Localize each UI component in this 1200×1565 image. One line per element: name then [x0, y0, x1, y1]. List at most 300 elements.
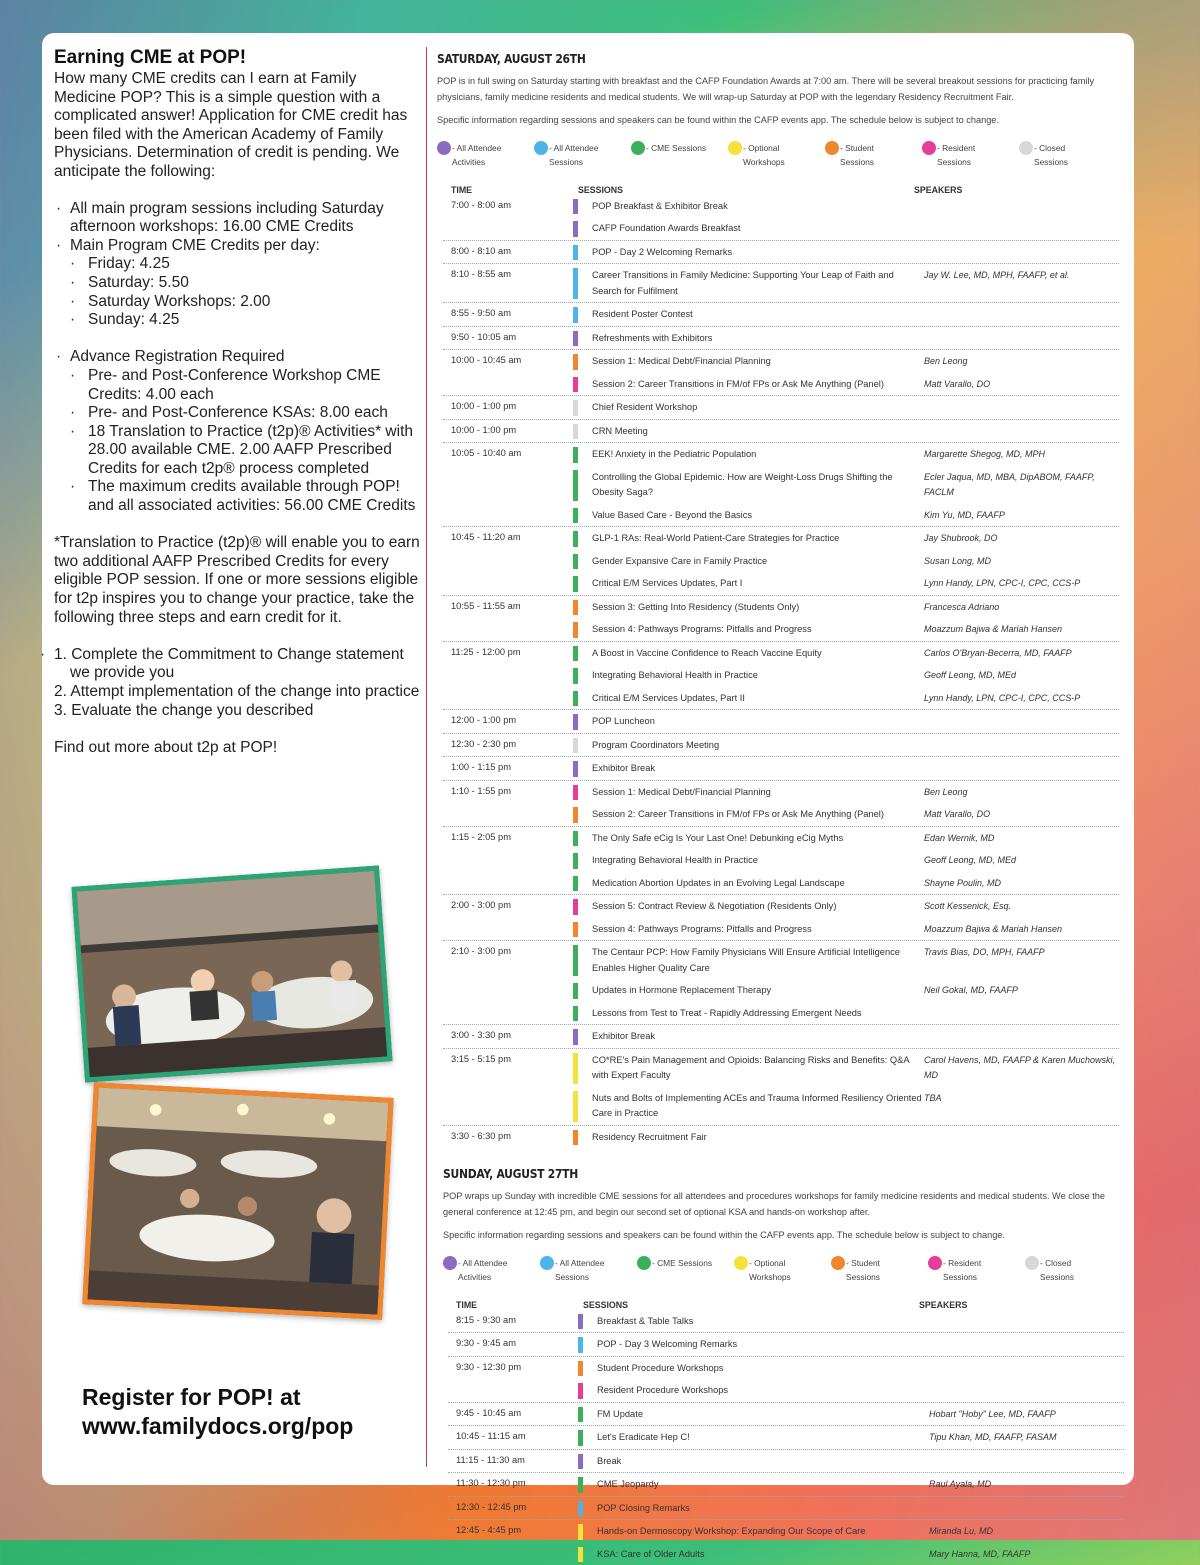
category-bar: [573, 668, 578, 684]
legend-label: [749, 1256, 791, 1285]
legend-label: [652, 1256, 712, 1271]
header-time: TIME: [448, 1300, 583, 1310]
session-title: The Centaur PCP: How Family Physicians Will Ensure Artificial Intelligence Enables Higher Quality Care: [592, 945, 924, 976]
session-speaker: Ben Leong: [924, 354, 1119, 370]
header-sessions: SESSIONS: [578, 185, 914, 195]
session-entry: [573, 1025, 1119, 1048]
session-time: 11:15 - 11:30 am: [448, 1450, 578, 1473]
category-bar: [578, 1314, 583, 1330]
legend-label: [646, 141, 706, 156]
legend-label: [846, 1256, 880, 1285]
category-bar: [578, 1501, 583, 1517]
session-entry: [573, 757, 1119, 780]
category-bar: [573, 245, 578, 261]
session-entries: [578, 1357, 1124, 1402]
session-speaker: [924, 714, 1119, 730]
session-speaker: Ecler Jaqua, MD, MBA, DipABOM, FAAFP, FACLM: [924, 470, 1119, 501]
session-title: Updates in Hormone Replacement Therapy: [592, 983, 924, 999]
saturday-title: SATURDAY, AUGUST 26TH: [437, 51, 1030, 66]
session-entries: [573, 642, 1119, 710]
session-entry: [573, 664, 1119, 687]
category-bar: [573, 307, 578, 323]
legend-item: [437, 141, 534, 173]
schedule-row: [443, 756, 1119, 780]
legend-item: [825, 141, 922, 173]
legend-label-line: - CME Sessions: [646, 141, 706, 156]
page-card: [42, 33, 1134, 1485]
session-title: The Only Safe eCig Is Your Last One! Debunking eCig Myths: [592, 831, 924, 847]
session-entry: [573, 350, 1119, 373]
category-bar: [578, 1547, 583, 1563]
session-entry: [578, 1426, 1124, 1449]
category-bar: [573, 268, 578, 299]
session-entries: [578, 1426, 1124, 1449]
session-title: Value Based Care - Beyond the Basics: [592, 508, 924, 524]
session-entry: [573, 195, 1119, 218]
session-entry: [578, 1543, 1124, 1565]
legend-label: [943, 1256, 981, 1285]
session-title: Exhibitor Break: [592, 1029, 924, 1045]
session-title: Integrating Behavioral Health in Practice: [592, 668, 924, 684]
sunday-title: SUNDAY, AUGUST 27TH: [443, 1166, 1031, 1181]
session-title: Refreshments with Exhibitors: [592, 331, 924, 347]
session-time: 9:30 - 12:30 pm: [448, 1357, 578, 1402]
legend-item: [1025, 1256, 1122, 1288]
category-bar: [573, 576, 578, 592]
session-entry: [573, 872, 1119, 895]
session-title: CO*RE's Pain Management and Opioids: Balancing Risks and Benefits: Q&A with Expert Faculty: [592, 1053, 924, 1084]
saturday-note: Specific information regarding sessions and speakers can be found within the CAFP events app. The schedule below is subject to change.: [437, 113, 1127, 129]
session-time: 8:00 - 8:10 am: [443, 241, 573, 264]
session-entry: [573, 596, 1119, 619]
session-entries: [573, 350, 1119, 395]
schedule-row: [443, 395, 1119, 419]
schedule-row: [443, 326, 1119, 350]
register-cta: [82, 1383, 353, 1441]
session-speaker: Shayne Poulin, MD: [924, 876, 1119, 892]
category-bar: [573, 714, 578, 730]
legend-label-line: - Resident: [937, 141, 975, 156]
legend-dot-icon: [734, 1256, 748, 1270]
session-entry: [573, 849, 1119, 872]
session-time: 11:30 - 12:30 pm: [448, 1473, 578, 1496]
session-entry: [573, 1087, 1119, 1125]
session-entry: [578, 1379, 1124, 1402]
legend-label: [549, 141, 598, 170]
session-speaker: Lynn Handy, LPN, CPC-I, CPC, CCS-P: [924, 576, 1119, 592]
category-bar: [578, 1361, 583, 1377]
legend-label-line: - Optional: [749, 1256, 791, 1271]
session-entries: [573, 527, 1119, 595]
session-entry: [578, 1450, 1124, 1473]
session-time: 10:00 - 1:00 pm: [443, 420, 573, 443]
legend-label-line: Activities: [458, 1270, 507, 1285]
session-speaker: [924, 1130, 1119, 1146]
session-time: 3:00 - 3:30 pm: [443, 1025, 573, 1048]
sunday-note: Specific information regarding sessions and speakers can be found within the CAFP events app. The schedule below is subject to change.: [443, 1228, 1127, 1244]
session-speaker: Kim Yu, MD, FAAFP: [924, 508, 1119, 524]
category-bar: [573, 447, 578, 463]
legend-dot-icon: [922, 141, 936, 155]
session-speaker: [924, 199, 1119, 215]
category-bar: [573, 922, 578, 938]
session-entry: [573, 618, 1119, 641]
session-time: 9:30 - 9:45 am: [448, 1333, 578, 1356]
schedule-row: [448, 1356, 1124, 1402]
session-entries: [573, 596, 1119, 641]
category-bar: [573, 531, 578, 547]
day-credit: · Sunday: 4.25: [54, 311, 420, 330]
session-speaker: Margarette Shegog, MD, MPH: [924, 447, 1119, 463]
session-time: 9:45 - 10:45 am: [448, 1403, 578, 1426]
category-bar: [578, 1454, 583, 1470]
legend-item: [922, 141, 1019, 173]
session-entry: [573, 895, 1119, 918]
session-speaker: Edan Wernik, MD: [924, 831, 1119, 847]
session-time: 10:55 - 11:55 am: [443, 596, 573, 641]
session-speaker: Travis Bias, DO, MPH, FAAFP: [924, 945, 1119, 976]
session-entry: [573, 781, 1119, 804]
session-speaker: [924, 761, 1119, 777]
legend-dot-icon: [437, 141, 451, 155]
legend-dot-icon: [1025, 1256, 1039, 1270]
session-entry: [578, 1357, 1124, 1380]
advance-item: · Pre- and Post-Conference Workshop CME Credits: 4.00 each: [54, 367, 420, 404]
session-title: Session 4: Pathways Programs: Pitfalls and Progress: [592, 922, 924, 938]
schedule-row: [443, 526, 1119, 595]
session-entry: [578, 1403, 1124, 1426]
session-entry: [573, 527, 1119, 550]
session-entries: [578, 1310, 1124, 1333]
legend-item: [1019, 141, 1116, 173]
session-speaker: [924, 307, 1119, 323]
legend-label: [840, 141, 874, 170]
schedule-row: [443, 240, 1119, 264]
category-bar: [573, 554, 578, 570]
legend-label: [1040, 1256, 1074, 1285]
session-title: Let's Eradicate Hep C!: [597, 1430, 929, 1446]
category-bar: [573, 899, 578, 915]
legend-item: [734, 1256, 831, 1288]
session-speaker: [929, 1454, 1124, 1470]
legend-label-line: Sessions: [943, 1270, 981, 1285]
session-speaker: Jay Shubrook, DO: [924, 531, 1119, 547]
category-bar: [573, 646, 578, 662]
schedule-column: [437, 51, 1127, 1565]
session-entry: [573, 396, 1119, 419]
legend-label-line: Sessions: [1040, 1270, 1074, 1285]
session-entry: [573, 710, 1119, 733]
session-entry: [573, 217, 1119, 240]
session-time: 12:45 - 4:45 pm: [448, 1520, 578, 1565]
sunday-intro: POP wraps up Sunday with incredible CME sessions for all attendees and procedures workshops for family medicine residents and medical students. We close the general conference at 12:45 pm, and begin our second set of optional KSA and hands-on workshop after.: [443, 1189, 1127, 1220]
session-title: CME Jeopardy: [597, 1477, 929, 1493]
session-entry: [573, 264, 1119, 302]
legend-label: [937, 141, 975, 170]
bullet-main-sessions: · All main program sessions including Saturday afternoon workshops: 16.00 CME Credits: [54, 200, 420, 237]
session-speaker: [929, 1383, 1124, 1399]
session-title: Session 4: Pathways Programs: Pitfalls and Progress: [592, 622, 924, 638]
session-time: 11:25 - 12:00 pm: [443, 642, 573, 710]
step-item: 3. Evaluate the change you described: [54, 702, 420, 721]
legend-label-line: - Student: [846, 1256, 880, 1271]
saturday-intro: POP is in full swing on Saturday starting with breakfast and the CAFP Foundation Awards at 7:00 am. There will be several breakout sessions for practicing family physicians, family medicine residents and medical students. We will wrap-up Saturday at POP with the legendary Residency Recruitment Fair.: [437, 74, 1127, 105]
schedule-row: [443, 1125, 1119, 1149]
session-entries: [573, 396, 1119, 419]
legend-label-line: - CME Sessions: [652, 1256, 712, 1271]
session-entries: [573, 757, 1119, 780]
session-time: 2:00 - 3:00 pm: [443, 895, 573, 940]
category-bar: [573, 876, 578, 892]
legend-dot-icon: [443, 1256, 457, 1270]
category-bar: [573, 199, 578, 215]
cme-title: Earning CME at POP!: [54, 47, 420, 69]
session-speaker: Miranda Lu, MD: [929, 1524, 1124, 1540]
legend-label: [458, 1256, 507, 1285]
session-title: Career Transitions in Family Medicine: Supporting Your Leap of Faith and Search for Fulfilment: [592, 268, 924, 299]
session-entry: [573, 1002, 1119, 1025]
legend-label-line: - All Attendee: [452, 141, 501, 156]
schedule-row: [448, 1402, 1124, 1426]
legend-label-line: Workshops: [749, 1270, 791, 1285]
category-bar: [578, 1477, 583, 1493]
legend-dot-icon: [534, 141, 548, 155]
session-title: Residency Recruitment Fair: [592, 1130, 924, 1146]
schedule-row: [448, 1449, 1124, 1473]
category-bar: [573, 1029, 578, 1045]
session-entry: [573, 303, 1119, 326]
session-title: Session 2: Career Transitions in FM/of FPs or Ask Me Anything (Panel): [592, 377, 924, 393]
advance-item: · The maximum credits available through POP! and all associated activities: 56.00 CME Credits: [54, 478, 420, 515]
session-speaker: Ben Leong: [924, 785, 1119, 801]
session-entries: [578, 1450, 1124, 1473]
session-title: Resident Procedure Workshops: [597, 1383, 929, 1399]
category-bar: [573, 853, 578, 869]
session-title: Exhibitor Break: [592, 761, 924, 777]
session-title: Session 3: Getting Into Residency (Students Only): [592, 600, 924, 616]
session-entry: [573, 550, 1119, 573]
legend-item: [631, 141, 728, 173]
header-time: TIME: [443, 185, 578, 195]
session-speaker: Geoff Leong, MD, MEd: [924, 668, 1119, 684]
category-bar: [573, 945, 578, 976]
session-speaker: Mary Hanna, MD, FAAFP: [929, 1547, 1124, 1563]
session-speaker: [924, 738, 1119, 754]
schedule-header: [443, 181, 1119, 195]
schedule-row: [443, 349, 1119, 395]
session-entry: [578, 1473, 1124, 1496]
schedule-row: [443, 442, 1119, 526]
schedule-row: [443, 780, 1119, 826]
day-credit: · Saturday Workshops: 2.00: [54, 293, 420, 312]
cme-info-column: [54, 47, 420, 757]
session-entry: [573, 1126, 1119, 1149]
session-entry: [573, 420, 1119, 443]
schedule-row: [443, 302, 1119, 326]
session-entries: [578, 1403, 1124, 1426]
session-speaker: Moazzum Bajwa & Mariah Hansen: [924, 622, 1119, 638]
category-bar: [573, 600, 578, 616]
session-entry: [573, 241, 1119, 264]
category-bar: [578, 1430, 583, 1446]
schedule-row: [443, 894, 1119, 940]
session-entry: [573, 827, 1119, 850]
schedule-row: [443, 263, 1119, 302]
schedule-row: [443, 940, 1119, 1024]
session-title: A Boost in Vaccine Confidence to Reach Vaccine Equity: [592, 646, 924, 662]
session-entry: [573, 918, 1119, 941]
legend-label-line: Sessions: [1034, 155, 1068, 170]
t2p-description: *Translation to Practice (t2p)® will enable you to earn two additional AAFP Prescribed Credits for every eligible POP session. If one or more sessions eligible for t2p inspires you to change your practice, take the following three steps and earn credit for it.: [54, 534, 420, 627]
legend-dot-icon: [1019, 141, 1033, 155]
session-entries: [578, 1473, 1124, 1496]
category-bar: [578, 1407, 583, 1423]
legend-item: [637, 1256, 734, 1288]
schedule-row: [443, 1024, 1119, 1048]
category-bar: [573, 470, 578, 501]
session-title: CRN Meeting: [592, 424, 924, 440]
category-bar: [573, 785, 578, 801]
session-speaker: TBA: [924, 1091, 1119, 1122]
legend-label: [555, 1256, 604, 1285]
legend-item: [540, 1256, 637, 1288]
session-entries: [578, 1333, 1124, 1356]
legend-dot-icon: [825, 141, 839, 155]
legend-item: [728, 141, 825, 173]
column-divider: [426, 47, 427, 1467]
category-bar: [573, 1130, 578, 1146]
legend-label: [743, 141, 785, 170]
session-entries: [573, 710, 1119, 733]
header-sessions: SESSIONS: [583, 1300, 919, 1310]
session-time: 10:05 - 10:40 am: [443, 443, 573, 526]
session-title: KSA: Care of Older Adults: [597, 1547, 929, 1563]
category-bar: [573, 738, 578, 754]
session-time: 1:10 - 1:55 pm: [443, 781, 573, 826]
legend-label-line: Sessions: [937, 155, 975, 170]
saturday-schedule: [443, 181, 1119, 1149]
schedule-row: [443, 1048, 1119, 1125]
session-entries: [573, 443, 1119, 526]
legend-label-line: Workshops: [743, 155, 785, 170]
bullet-advance-registration: · Advance Registration Required: [54, 348, 420, 367]
legend-label-line: Activities: [452, 155, 501, 170]
category-bar: [573, 807, 578, 823]
step-item: · 1. Complete the Commitment to Change statement we provide you: [54, 646, 420, 683]
session-entries: [573, 195, 1119, 240]
legend-item: [443, 1256, 540, 1288]
session-entry: [573, 466, 1119, 504]
session-entry: [573, 734, 1119, 757]
session-title: Integrating Behavioral Health in Practice: [592, 853, 924, 869]
schedule-row: [443, 733, 1119, 757]
schedule-row: [448, 1310, 1124, 1333]
session-time: 10:45 - 11:15 am: [448, 1426, 578, 1449]
session-speaker: Scott Kessenick, Esq.: [924, 899, 1119, 915]
session-title: CAFP Foundation Awards Breakfast: [592, 221, 924, 237]
session-entry: [578, 1310, 1124, 1333]
session-title: Critical E/M Services Updates, Part II: [592, 691, 924, 707]
session-speaker: Jay W. Lee, MD, MPH, FAAFP, et al.: [924, 268, 1119, 299]
legend-label-line: - Closed: [1040, 1256, 1074, 1271]
legend-dot-icon: [928, 1256, 942, 1270]
category-bar: [573, 831, 578, 847]
session-entry: [573, 443, 1119, 466]
advance-item: · Pre- and Post-Conference KSAs: 8.00 each: [54, 404, 420, 423]
session-entries: [573, 1025, 1119, 1048]
session-entry: [573, 979, 1119, 1002]
category-bar: [573, 508, 578, 524]
session-time: 3:15 - 5:15 pm: [443, 1049, 573, 1125]
legend-label-line: Sessions: [846, 1270, 880, 1285]
register-line: Register for POP! at: [82, 1383, 353, 1412]
session-entries: [573, 420, 1119, 443]
session-time: 10:45 - 11:20 am: [443, 527, 573, 595]
header-speakers: SPEAKERS: [914, 185, 962, 195]
session-entry: [573, 687, 1119, 710]
session-entry: [573, 572, 1119, 595]
session-entries: [578, 1520, 1124, 1565]
session-entries: [573, 941, 1119, 1024]
session-speaker: Neil Gokal, MD, FAAFP: [924, 983, 1119, 999]
schedule-row: [448, 1519, 1124, 1565]
session-title: Chief Resident Workshop: [592, 400, 924, 416]
session-speaker: Tipu Khan, MD, FAAFP, FASAM: [929, 1430, 1124, 1446]
legend-dot-icon: [540, 1256, 554, 1270]
session-entry: [573, 327, 1119, 350]
legend-label-line: - Student: [840, 141, 874, 156]
category-bar: [578, 1337, 583, 1353]
session-title: Session 5: Contract Review & Negotiation (Residents Only): [592, 899, 924, 915]
session-time: 8:10 - 8:55 am: [443, 264, 573, 302]
session-title: Session 1: Medical Debt/Financial Planning: [592, 354, 924, 370]
session-speaker: Matt Varallo, DO: [924, 377, 1119, 393]
session-entries: [573, 781, 1119, 826]
session-title: POP Breakfast & Exhibitor Break: [592, 199, 924, 215]
register-url-link[interactable]: www.familydocs.org/pop: [82, 1412, 353, 1441]
category-bar: [573, 1006, 578, 1022]
legend-label-line: - All Attendee: [458, 1256, 507, 1271]
session-entries: [573, 327, 1119, 350]
session-entry: [573, 803, 1119, 826]
session-title: Nuts and Bolts of Implementing ACEs and Trauma Informed Resiliency Oriented Care in Practice: [592, 1091, 924, 1122]
session-title: Resident Poster Contest: [592, 307, 924, 323]
session-speaker: [929, 1361, 1124, 1377]
session-title: Hands-on Dermoscopy Workshop: Expanding Our Scope of Care: [597, 1524, 929, 1540]
legend-dot-icon: [631, 141, 645, 155]
session-entries: [573, 1126, 1119, 1149]
session-entries: [573, 827, 1119, 895]
conference-photo-1: [72, 865, 393, 1082]
session-title: Lessons from Test to Treat - Rapidly Addressing Emergent Needs: [592, 1006, 924, 1022]
schedule-row: [443, 826, 1119, 895]
session-time: 1:00 - 1:15 pm: [443, 757, 573, 780]
sunday-legend: [443, 1256, 1127, 1288]
session-time: 12:30 - 2:30 pm: [443, 734, 573, 757]
session-title: POP - Day 3 Welcoming Remarks: [597, 1337, 929, 1353]
schedule-row: [443, 419, 1119, 443]
schedule-row: [443, 595, 1119, 641]
legend-dot-icon: [831, 1256, 845, 1270]
session-title: POP - Day 2 Welcoming Remarks: [592, 245, 924, 261]
session-entry: [573, 373, 1119, 396]
session-entry: [573, 642, 1119, 665]
legend-label: [1034, 141, 1068, 170]
legend-label-line: Sessions: [555, 1270, 604, 1285]
session-time: 1:15 - 2:05 pm: [443, 827, 573, 895]
session-title: Gender Expansive Care in Family Practice: [592, 554, 924, 570]
session-entry: [573, 941, 1119, 979]
